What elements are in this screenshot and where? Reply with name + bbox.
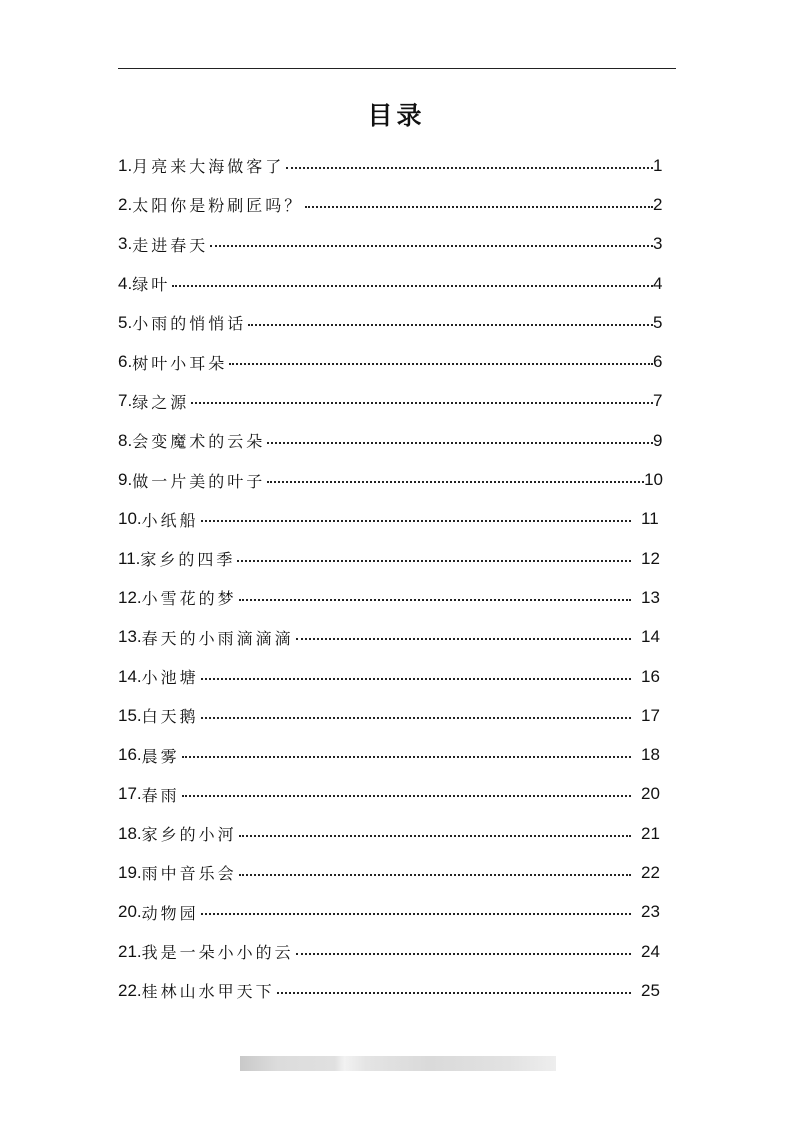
toc-entry[interactable]	[118, 775, 663, 814]
toc-entry[interactable]	[118, 185, 663, 224]
entry-number: 9.	[118, 470, 133, 490]
entry-page: 24	[641, 941, 660, 961]
toc-entry[interactable]	[118, 146, 663, 185]
entry-number: 2.	[118, 194, 133, 214]
entry-number: 22.	[118, 980, 142, 1000]
entry-title: 晨雾	[141, 746, 180, 766]
blurred-footer-watermark	[240, 1056, 556, 1071]
dot-leader	[170, 275, 653, 293]
entry-page: 22	[641, 862, 660, 882]
entry-title: 桂林山水甲天下	[141, 982, 275, 1002]
entry-page: 16	[641, 666, 660, 686]
table-of-contents	[118, 146, 663, 1011]
entry-page: 7	[653, 391, 663, 411]
entry-page: 3	[653, 234, 663, 254]
entry-page: 20	[641, 784, 660, 804]
entry-title: 春雨	[141, 785, 180, 805]
entry-page: 10	[644, 470, 663, 490]
dot-leader	[199, 668, 631, 686]
entry-page: 5	[653, 312, 663, 332]
dot-leader	[237, 589, 631, 607]
entry-title: 小纸船	[141, 510, 199, 530]
entry-page: 18	[641, 745, 660, 765]
dot-leader	[227, 353, 653, 371]
entry-number: 5.	[118, 312, 133, 332]
toc-entry[interactable]	[118, 893, 663, 932]
entry-title: 小池塘	[141, 668, 199, 687]
entry-number: 3.	[118, 234, 133, 254]
entry-number: 1.	[118, 155, 133, 175]
entry-number: 11.	[118, 548, 141, 568]
header-rule	[118, 68, 676, 69]
toc-entry[interactable]	[118, 382, 663, 421]
entry-number: 8.	[118, 430, 133, 450]
toc-entry[interactable]	[118, 342, 663, 381]
toc-entry[interactable]	[118, 932, 663, 971]
entry-title: 月亮来大海做客了	[132, 157, 285, 177]
entry-page: 23	[641, 902, 660, 922]
dot-leader	[246, 314, 653, 332]
entry-title: 会变魔术的云朵	[132, 432, 266, 452]
entry-number: 21.	[118, 941, 142, 961]
page-title: 目录	[367, 101, 426, 130]
entry-title: 春天的小雨滴滴滴	[141, 628, 294, 648]
entry-page: 13	[641, 587, 660, 607]
entry-title: 家乡的小河	[141, 825, 237, 845]
entry-page: 21	[641, 823, 660, 843]
entry-number: 14.	[118, 666, 142, 686]
dot-leader	[199, 707, 631, 725]
toc-entry[interactable]	[118, 578, 663, 617]
toc-entry[interactable]	[118, 421, 663, 460]
entry-title: 小雪花的梦	[141, 589, 237, 609]
entry-title: 小雨的悄悄话	[132, 314, 247, 334]
entry-number: 17.	[118, 784, 142, 804]
entry-title: 太阳你是粉刷匠吗？	[132, 196, 304, 216]
entry-page: 12	[641, 548, 660, 568]
dot-leader	[199, 510, 631, 528]
toc-entry[interactable]	[118, 618, 663, 657]
entry-number: 12.	[118, 587, 142, 607]
entry-page: 4	[653, 273, 663, 293]
dot-leader	[265, 432, 653, 450]
dot-leader	[237, 864, 631, 882]
entry-title: 做一片美的叶子	[132, 471, 266, 491]
toc-entry[interactable]	[118, 971, 663, 1010]
dot-leader	[199, 903, 631, 921]
entry-title: 走进春天	[132, 235, 209, 255]
dot-leader	[189, 392, 653, 410]
dot-leader	[208, 235, 653, 253]
entry-number: 4.	[118, 273, 133, 293]
dot-leader	[275, 982, 631, 1000]
entry-number: 10.	[118, 509, 142, 529]
entry-number: 16.	[118, 745, 142, 765]
dot-leader	[284, 157, 653, 175]
toc-entry[interactable]	[118, 539, 663, 578]
entry-number: 15.	[118, 705, 142, 725]
toc-entry[interactable]	[118, 696, 663, 735]
entry-page: 2	[653, 194, 663, 214]
entry-page: 25	[641, 980, 660, 1000]
dot-leader	[237, 825, 631, 843]
toc-entry[interactable]	[118, 264, 663, 303]
entry-title: 雨中音乐会	[141, 864, 237, 884]
entry-number: 18.	[118, 823, 142, 843]
entry-title: 动物园	[141, 903, 199, 923]
entry-number: 19.	[118, 862, 142, 882]
entry-title: 白天鹅	[141, 707, 199, 727]
entry-page: 14	[641, 627, 660, 647]
entry-number: 6.	[118, 352, 133, 372]
toc-entry[interactable]	[118, 657, 663, 696]
dot-leader	[235, 550, 631, 568]
entry-page: 11	[641, 509, 659, 529]
dot-leader	[265, 471, 644, 489]
dot-leader	[294, 943, 631, 961]
toc-entry[interactable]	[118, 735, 663, 774]
toc-entry[interactable]	[118, 814, 663, 853]
entry-title: 绿之源	[132, 392, 190, 412]
toc-entry[interactable]	[118, 303, 663, 342]
toc-entry[interactable]	[118, 460, 663, 499]
dot-leader	[180, 785, 631, 803]
entry-page: 9	[653, 430, 663, 450]
toc-entry[interactable]	[118, 853, 663, 892]
dot-leader	[180, 746, 631, 764]
dot-leader	[303, 196, 653, 214]
entry-title: 树叶小耳朵	[132, 353, 228, 373]
entry-number: 20.	[118, 902, 142, 922]
toc-entry[interactable]	[118, 500, 663, 539]
entry-page: 17	[641, 705, 660, 725]
entry-page: 6	[653, 352, 663, 372]
toc-entry[interactable]	[118, 225, 663, 264]
entry-title: 绿叶	[132, 275, 171, 295]
entry-title: 家乡的四季	[140, 550, 236, 570]
entry-number: 13.	[118, 627, 142, 647]
entry-page: 1	[653, 155, 663, 175]
entry-title: 我是一朵小小的云	[141, 943, 294, 963]
dot-leader	[294, 628, 631, 646]
entry-number: 7.	[118, 391, 133, 411]
